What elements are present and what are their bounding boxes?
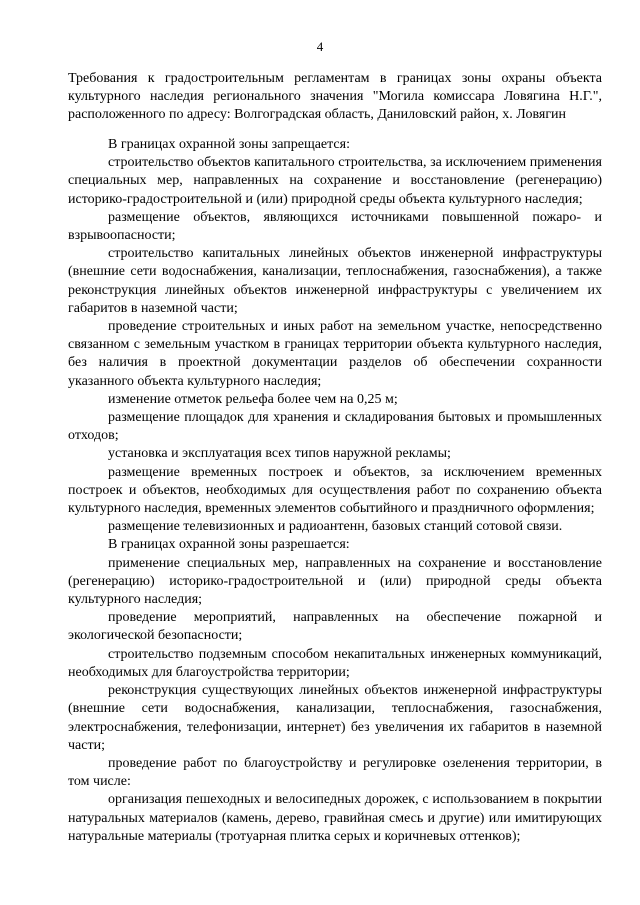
paragraph: установка и эксплуатация всех типов наружной рекламы; (108, 446, 451, 462)
paragraph: строительство объектов капитального строительства, за исключением применения специальных мер, направленных на сохранение и восстановление (регенерацию) историко-градостроительной и (или) природной среды объекта культурного наследия; (68, 155, 602, 207)
document-title: Требования к градостроительным регламентам в границах зоны охраны объекта культурного наследия регионального значения "Могила комиссара Ловягина Н.Г.", расположенного по адресу: Волгоградская область, Даниловский район, х. Ловягин (68, 71, 602, 123)
paragraph: проведение работ по благоустройству и регулировке озеленения территории, в том числе: (68, 755, 602, 790)
paragraph: изменение отметок рельефа более чем на 0,25 м; (108, 391, 398, 407)
paragraph: строительство капитальных линейных объектов инженерной инфраструктуры (внешние сети водоснабжения, канализации, теплоснабжения, газоснабжения), а также реконструкция линейных объектов инженерной инфраструктуры с увеличением их габаритов в наземной части; (68, 246, 602, 316)
document-body (68, 136, 602, 846)
paragraph: реконструкция существующих линейных объектов инженерной инфраструктуры (внешние сети водоснабжения, канализации, теплоснабжения, газоснабжения, электроснабжения, телефонизации, интернет) без увеличения их габаритов в наземной части; (68, 683, 602, 753)
paragraph: размещение площадок для хранения и складирования бытовых и промышленных отходов; (68, 410, 602, 444)
paragraph: применение специальных мер, направленных на сохранение и восстановление (регенерацию) историко-градостроительной и (или) природной среды объекта культурного наследия; (68, 555, 602, 608)
paragraph: проведение мероприятий, направленных на обеспечение пожарной и экологической безопасности; (68, 610, 602, 644)
paragraph: организация пешеходных и велосипедных дорожек, с использованием в покрытии натуральных материалов (камень, дерево, гравийная смесь и другие) или имитирующих натуральные материалы (тротуарная плитка серых и коричневых оттенков); (68, 792, 602, 844)
paragraph: строительство подземным способом некапитальных инженерных коммуникаций, необходимых для благоустройства территории; (68, 646, 602, 680)
page-number: 4 (316, 39, 324, 54)
paragraph-prohibited-heading: В границах охранной зоны запрещается: (108, 137, 350, 152)
paragraph: размещение объектов, являющихся источниками повышенной пожаро- и взрывоопасности; (68, 209, 602, 244)
paragraph: проведение строительных и иных работ на земельном участке, непосредственно связанном с земельным участком в границах территории объекта культурного наследия, без наличия в проектной документации разделов об обеспечении сохранности указанного объекта культурного наследия; (68, 319, 602, 389)
paragraph: размещение временных построек и объектов, за исключением временных построек и объектов, необходимых для осуществления работ по сохранению объекта культурного наследия, временных элементов событийного и праздничного оформления; (68, 464, 602, 517)
paragraph-permitted-heading: В границах охранной зоны разрешается: (108, 537, 350, 553)
paragraph: размещение телевизионных и радиоантенн, базовых станций сотовой связи. (108, 519, 563, 535)
